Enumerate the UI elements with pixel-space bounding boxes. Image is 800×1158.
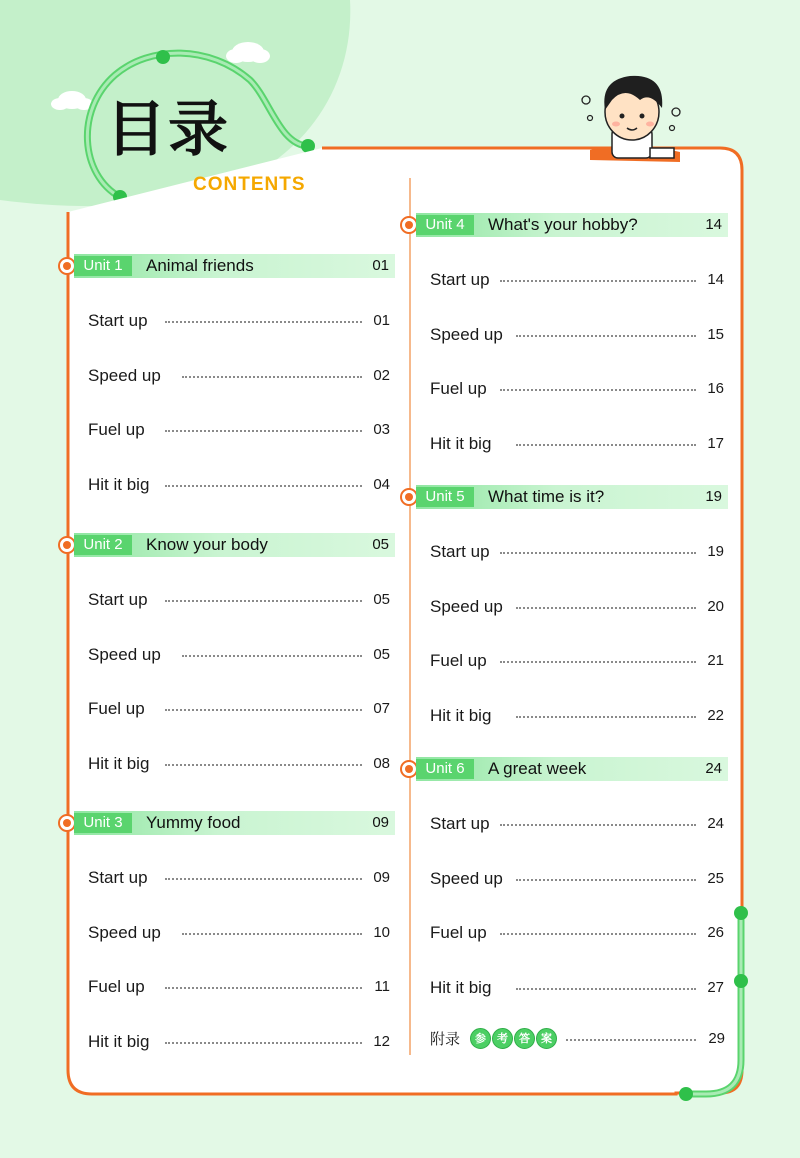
toc-item-page: 20 [707,597,724,615]
unit-heading[interactable] [60,533,395,557]
dot-leader [516,335,696,337]
toc-item[interactable] [430,650,724,672]
unit-tag: Unit 1 [74,256,132,276]
dot-leader [500,933,696,935]
toc-item[interactable] [430,269,724,291]
toc-item-page: 05 [373,591,390,608]
toc-item-label: Speed up [88,922,161,942]
toc-item-page: 07 [373,700,390,717]
answer-key-badge: 案 [536,1028,557,1049]
dot-leader [516,988,696,990]
toc-item[interactable] [430,813,724,835]
toc-item[interactable] [88,976,390,998]
toc-item-page: 05 [373,645,390,663]
unit-heading[interactable] [402,485,728,509]
dot-leader [165,878,362,880]
toc-item-label: Hit it big [430,977,492,997]
unit-title: Yummy food [146,813,241,832]
toc-item-label: Start up [88,311,148,330]
toc-item-page: 14 [707,271,724,288]
dot-leader [165,485,362,487]
page-title: 目录 [106,95,230,165]
dot-leader [516,444,696,446]
dot-leader [165,321,362,323]
answer-key-badge: 考 [492,1028,513,1049]
answer-key-badge: 答 [514,1028,535,1049]
unit-page: 01 [372,257,389,274]
toc-item[interactable] [430,922,724,944]
toc-item-label: Fuel up [88,699,145,718]
unit-heading[interactable] [60,254,395,278]
toc-item-page: 02 [373,366,390,384]
toc-item[interactable] [430,596,724,618]
dot-leader [500,280,696,282]
toc-item[interactable] [88,310,390,332]
toc-item-label: Hit it big [88,753,150,773]
dot-leader [500,389,696,391]
toc-item-page: 24 [707,815,724,832]
toc-item-page: 04 [373,475,390,493]
toc-item[interactable] [430,378,724,400]
toc-item-label: Start up [88,868,148,887]
toc-item[interactable] [430,324,724,346]
dot-leader [516,879,696,881]
toc-item[interactable] [88,1031,390,1053]
toc-item-page: 08 [373,754,390,772]
toc-item[interactable] [88,867,390,889]
toc-item-label: Hit it big [430,705,492,725]
answer-key-badges [470,1028,557,1049]
toc-item[interactable] [430,433,724,455]
unit-page: 05 [372,536,389,553]
toc-item[interactable] [430,868,724,890]
dot-leader [500,552,696,554]
unit-page: 24 [705,760,722,777]
unit-page: 19 [705,488,722,505]
appendix-page: 29 [708,1030,725,1047]
dot-leader [182,655,362,657]
toc-item[interactable] [430,977,724,999]
toc-item-page: 27 [707,978,724,996]
unit-title: A great week [488,759,587,778]
toc-item[interactable] [88,644,390,666]
toc-item-page: 12 [373,1032,390,1050]
toc-item-label: Fuel up [430,651,487,670]
toc-item[interactable] [430,705,724,727]
unit-page: 09 [372,814,389,831]
toc-item-page: 25 [707,869,724,887]
toc-item-label: Fuel up [88,977,145,996]
toc-item-label: Fuel up [430,923,487,942]
toc-item-label: Speed up [430,868,503,888]
toc-item-label: Fuel up [88,420,145,439]
unit-tag: Unit 2 [74,535,132,555]
toc-item-label: Start up [430,814,490,833]
appendix-row[interactable] [430,1028,725,1050]
dot-leader [165,600,362,602]
dot-leader [182,933,362,935]
toc-item[interactable] [88,474,390,496]
toc-item-page: 10 [373,923,390,941]
dot-leader [165,987,362,989]
toc-item[interactable] [88,365,390,387]
unit-heading[interactable] [60,811,395,835]
toc-item-page: 22 [707,706,724,724]
toc-item-label: Speed up [88,644,161,664]
toc-item-label: Start up [430,270,490,289]
unit-title: Know your body [146,535,268,554]
unit-tag: Unit 3 [74,813,132,833]
toc-item-label: Hit it big [88,1031,150,1051]
toc-item-page: 21 [707,652,724,669]
toc-item[interactable] [88,698,390,720]
dot-leader [516,716,696,718]
page-subtitle: CONTENTS [193,174,306,195]
reading-boy-icon [582,76,680,162]
unit-heading[interactable] [402,213,728,237]
toc-item-page: 16 [707,380,724,397]
toc-item-label: Hit it big [430,433,492,453]
dot-leader [500,824,696,826]
dot-leader [165,430,362,432]
answer-key-badge: 参 [470,1028,491,1049]
toc-item-page: 03 [373,421,390,438]
toc-item[interactable] [88,753,390,775]
toc-item-label: Start up [88,590,148,609]
dot-leader [516,607,696,609]
dot-leader [566,1039,696,1041]
dot-leader [165,764,362,766]
appendix-label: 附录 [430,1030,461,1048]
toc-item-page: 17 [707,434,724,452]
toc-item-page: 26 [707,924,724,941]
toc-item[interactable] [88,589,390,611]
dot-leader [500,661,696,663]
unit-title: What time is it? [488,487,605,506]
dot-leader [165,1042,362,1044]
unit-title: What's your hobby? [488,215,638,234]
toc-item[interactable] [88,922,390,944]
toc-item-label: Speed up [88,365,161,385]
toc-item-page: 09 [373,869,390,886]
unit-title: Animal friends [146,256,254,275]
dot-leader [182,376,362,378]
unit-tag: Unit 4 [416,215,474,235]
toc-item-label: Speed up [430,324,503,344]
unit-heading[interactable] [402,757,728,781]
unit-page: 14 [705,216,722,233]
toc-item-label: Speed up [430,596,503,616]
toc-item-page: 01 [373,312,390,329]
dot-leader [165,709,362,711]
toc-item-page: 15 [707,325,724,343]
toc-item-page: 11 [374,978,390,995]
toc-item-label: Hit it big [88,474,150,494]
toc-item-label: Fuel up [430,379,487,398]
toc-item-label: Start up [430,542,490,561]
unit-tag: Unit 5 [416,487,474,507]
toc-item-page: 19 [707,543,724,560]
toc-item[interactable] [430,541,724,563]
toc-item[interactable] [88,419,390,441]
unit-tag: Unit 6 [416,759,474,779]
